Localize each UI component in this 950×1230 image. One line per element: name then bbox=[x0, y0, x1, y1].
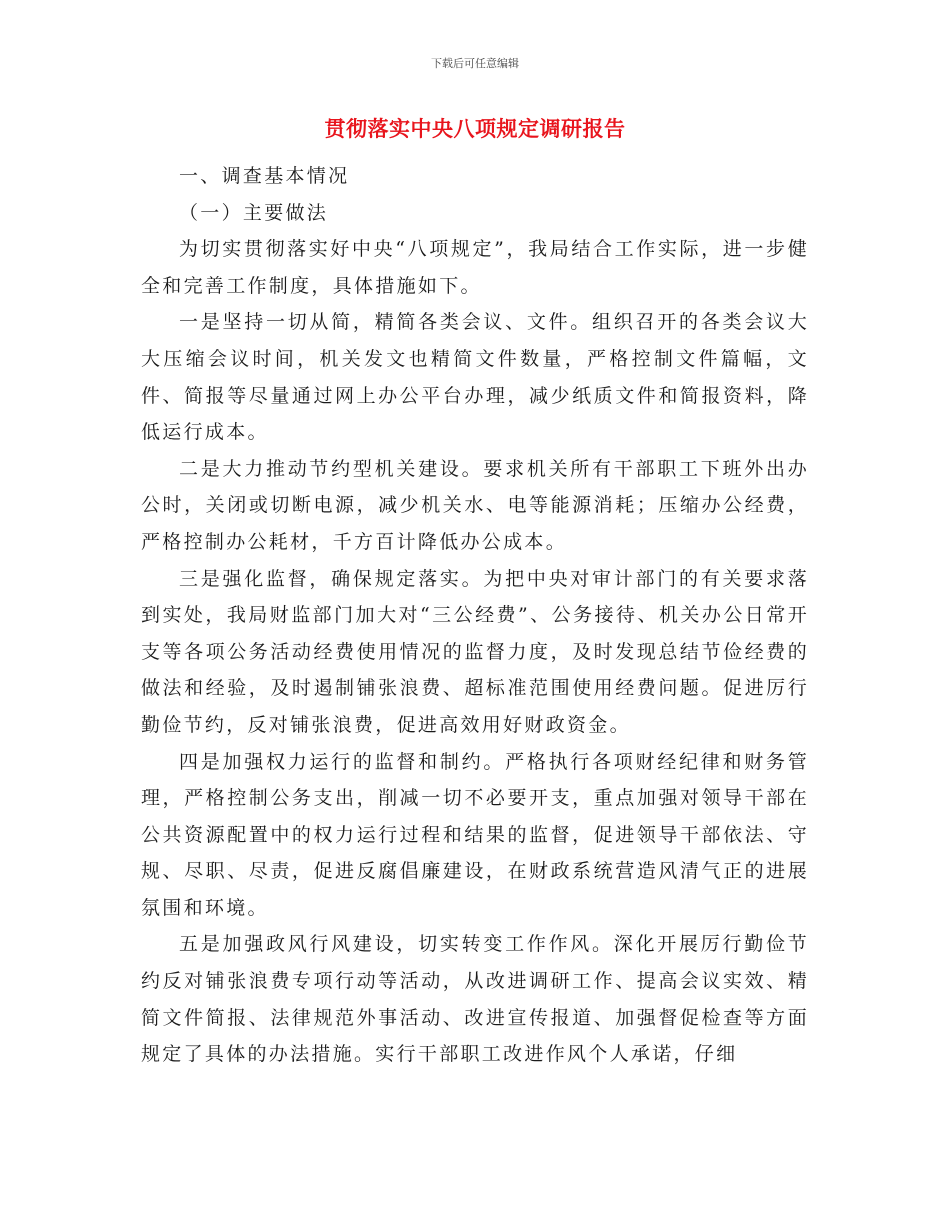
subsection-heading: （一）主要做法 bbox=[179, 201, 329, 224]
document-title: 贯彻落实中央八项规定调研报告 bbox=[324, 117, 626, 141]
paragraph-item-5: 五是加强政风行风建设，切实转变工作作风。深化开展厉行勤俭节约反对铺张浪费专项行动等活动，从改进调研工作、提高会议实效、精简文件简报、法律规范外事活动、改进宣传报道、加强督促检查等方面规定了具体的办法措施。实行干部职工改进作风个人承诺，仔细 bbox=[141, 933, 809, 1066]
section-heading: 一、调查基本情况 bbox=[179, 165, 350, 187]
header-note: 下载后可任意编辑 bbox=[431, 57, 519, 70]
paragraph-intro: 为切实贯彻落实好中央“八项规定”，我局结合工作实际，进一步健全和完善工作制度，具体措施如下。 bbox=[141, 238, 809, 297]
paragraph-item-2: 二是大力推动节约型机关建设。要求机关所有干部职工下班外出办公时，关闭或切断电源，减少机关水、电等能源消耗；压缩办公经费，严格控制办公耗材，千方百计降低办公成本。 bbox=[141, 457, 809, 553]
paragraph-item-3: 三是强化监督，确保规定落实。为把中央对审计部门的有关要求落到实处，我局财监部门加大对“三公经费”、公务接待、机关办公日常开支等各项公务活动经费使用情况的监督力度，及时发现总结节俭经费的做法和经验，及时遏制铺张浪费、超标准范围使用经费问题。促进厉行勤俭节约，反对铺张浪费，促进高效用好财政资金。 bbox=[141, 567, 809, 736]
paragraph-item-1: 一是坚持一切从简，精简各类会议、文件。组织召开的各类会议大大压缩会议时间，机关发文也精简文件数量，严格控制文件篇幅，文件、简报等尽量通过网上办公平台办理，减少纸质文件和简报资料，降低运行成本。 bbox=[141, 311, 809, 444]
document-body bbox=[141, 158, 809, 1073]
paragraph-item-4: 四是加强权力运行的监督和制约。严格执行各项财经纪律和财务管理，严格控制公务支出，削减一切不必要开支，重点加强对领导干部在公共资源配置中的权力运行过程和结果的监督，促进领导干部依法、守规、尽职、尽责，促进反腐倡廉建设，在财政系统营造风清气正的进展氛围和环境。 bbox=[141, 750, 809, 919]
